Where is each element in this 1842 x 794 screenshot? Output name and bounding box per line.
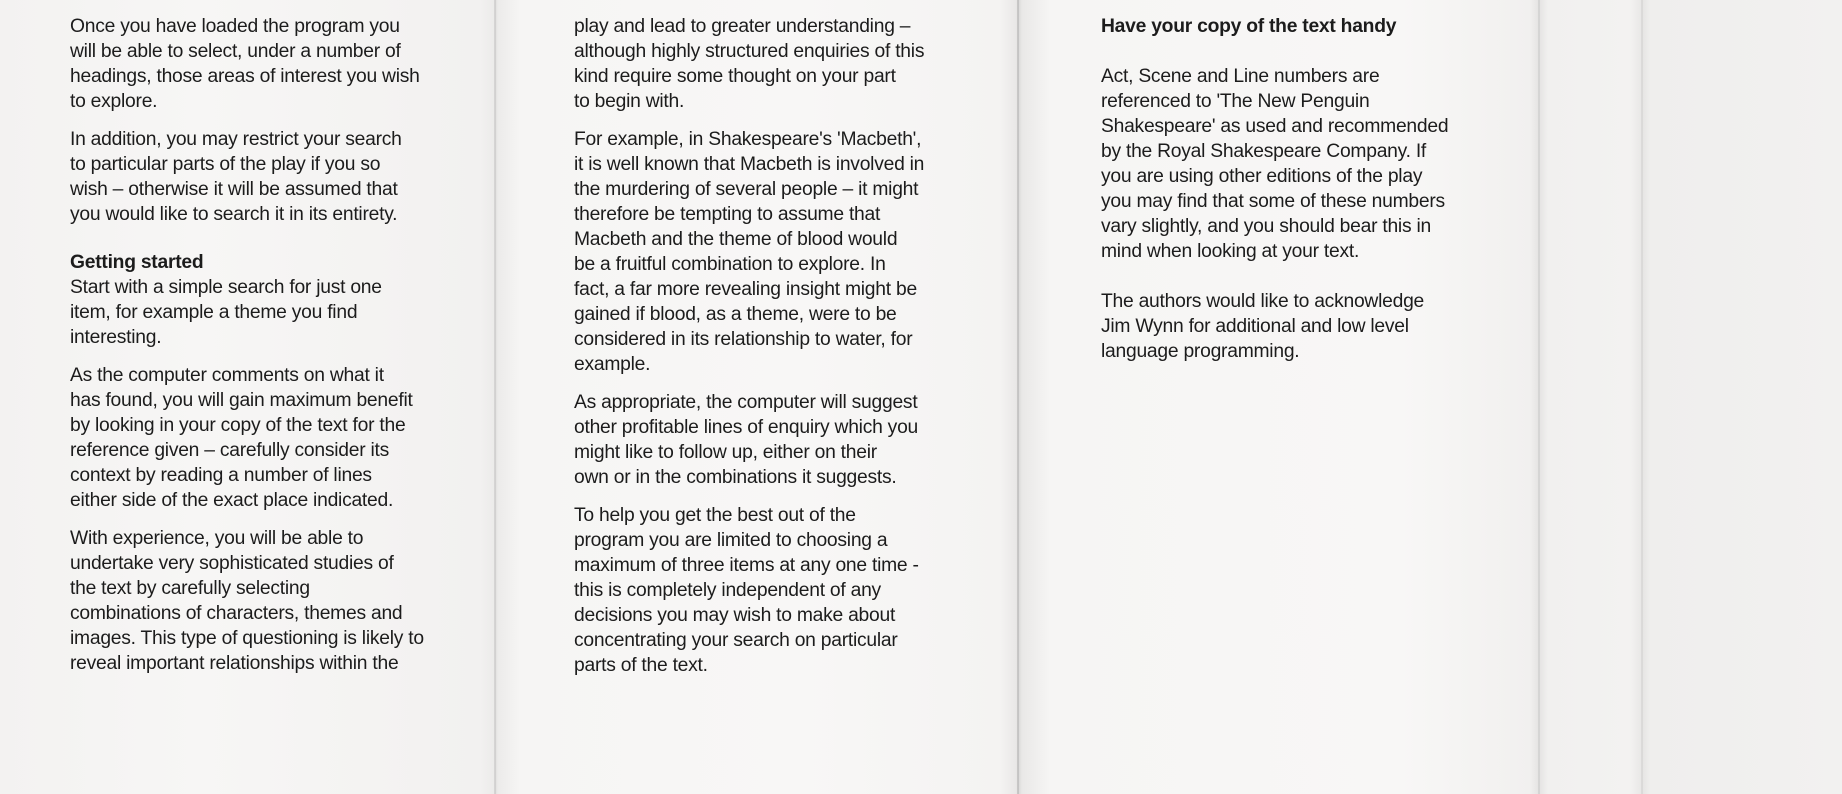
paragraph: Act, Scene and Line numbers are referenced to 'The New Penguin Shakespeare' as used and recommended by the Royal Shakespeare Company. If you are using other editions of the play you may find that some of these numbers vary slightly, and you should bear this in mind when looking at your text. bbox=[1101, 66, 1449, 262]
paragraph: As the computer comments on what it has found, you will gain maximum benefit by looking in your copy of the text for the reference given – carefully consider its context by reading a number of lines either side of the exact place indicated. bbox=[70, 365, 413, 511]
paragraph: In addition, you may restrict your search to particular parts of the play if you so wish – otherwise it will be assumed that you would like to search it in its entirety. bbox=[70, 129, 402, 225]
paragraph: To help you get the best out of the program you are limited to choosing a maximum of three items at any one time - this is completely independent of any decisions you may wish to make about concentrating your search on particular parts of the text. bbox=[574, 505, 919, 676]
section-heading-text-handy: Have your copy of the text handy bbox=[1101, 16, 1397, 37]
paragraph: play and lead to greater understanding – although highly structured enquiries of this kind require some thought on your part to begin with. bbox=[574, 16, 925, 112]
paragraph: The authors would like to acknowledge Jim Wynn for additional and low level language programming. bbox=[1101, 291, 1425, 362]
paragraph: With experience, you will be able to undertake very sophisticated studies of the text by carefully selecting combinations of characters, themes and images. This type of questioning is likely to reveal important relationships within the bbox=[70, 528, 424, 674]
paragraph: Once you have loaded the program you will be able to select, under a number of headings, those areas of interest you wish to explore. bbox=[70, 16, 420, 112]
page-fold bbox=[1538, 0, 1540, 794]
left-column bbox=[70, 14, 460, 689]
right-column bbox=[1101, 14, 1486, 389]
page-fold bbox=[1641, 0, 1643, 794]
middle-column bbox=[574, 14, 969, 691]
section-heading-getting-started: Getting started bbox=[70, 252, 204, 273]
page-fold bbox=[494, 0, 496, 794]
page-fold bbox=[1017, 0, 1019, 794]
paragraph: Start with a simple search for just one item, for example a theme you find interesting. bbox=[70, 277, 382, 348]
paragraph: As appropriate, the computer will suggest other profitable lines of enquiry which you might like to follow up, either on their own or in the combinations it suggests. bbox=[574, 392, 919, 488]
paragraph: For example, in Shakespeare's 'Macbeth', it is well known that Macbeth is involved in the murdering of several people – it might therefore be tempting to assume that Macbeth and the theme of blood would be a fruitful combination to explore. In fact, a far more revealing insight might be gained if blood, as a theme, were to be considered in its relationship to water, for example. bbox=[574, 129, 925, 375]
